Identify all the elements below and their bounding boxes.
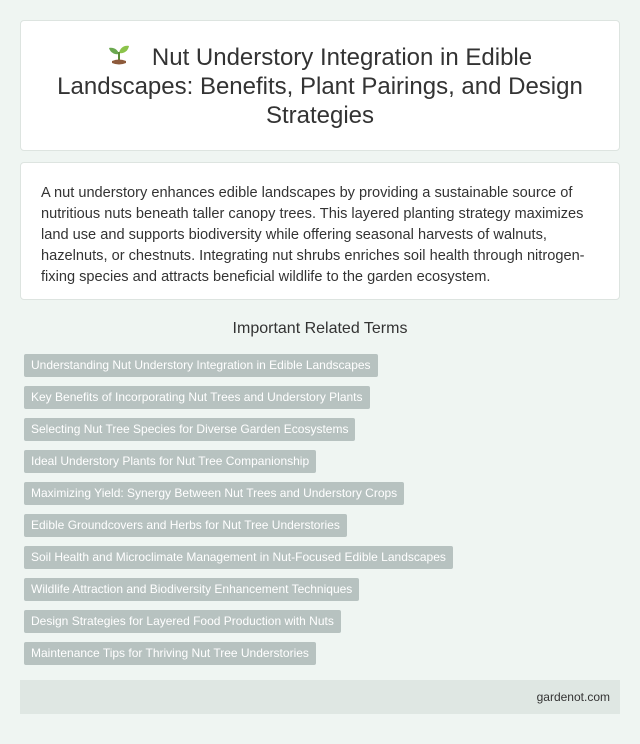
related-term-tag[interactable]: Understanding Nut Understory Integration in Edible Landscapes <box>24 354 378 377</box>
related-term-tag[interactable]: Design Strategies for Layered Food Production with Nuts <box>24 610 341 633</box>
intro-paragraph: A nut understory enhances edible landscapes by providing a sustainable source of nutritious nuts beneath taller canopy trees. This layered planting strategy maximizes land use and supports biodiversity while offering seasonal harvests of walnuts, hazelnuts, or chestnuts. Integrating nut shrubs enriches soil health through nitrogen-fixing species and attracts beneficial wildlife to the garden ecosystem. <box>41 185 585 285</box>
sprout-icon <box>108 42 130 68</box>
footer-site-link[interactable]: gardenot.com <box>536 690 610 704</box>
related-term-tag[interactable]: Selecting Nut Tree Species for Diverse Garden Ecosystems <box>24 418 355 441</box>
related-term-tag[interactable]: Maintenance Tips for Thriving Nut Tree Understories <box>24 642 316 665</box>
footer <box>20 680 620 714</box>
page-title <box>51 42 589 130</box>
related-term-tag[interactable]: Soil Health and Microclimate Management in Nut-Focused Edible Landscapes <box>24 546 453 569</box>
related-term-tag[interactable]: Key Benefits of Incorporating Nut Trees and Understory Plants <box>24 386 370 409</box>
related-terms-list <box>24 354 453 674</box>
related-term-tag[interactable]: Edible Groundcovers and Herbs for Nut Tree Understories <box>24 514 347 537</box>
related-term-tag[interactable]: Ideal Understory Plants for Nut Tree Companionship <box>24 450 316 473</box>
page-title-text: Nut Understory Integration in Edible Landscapes: Benefits, Plant Pairings, and Design Strategies <box>57 43 583 129</box>
title-card <box>20 20 620 151</box>
related-term-tag[interactable]: Wildlife Attraction and Biodiversity Enhancement Techniques <box>24 578 359 601</box>
intro-card <box>20 162 620 300</box>
related-terms-heading: Important Related Terms <box>232 320 408 337</box>
related-term-tag[interactable]: Maximizing Yield: Synergy Between Nut Trees and Understory Crops <box>24 482 404 505</box>
